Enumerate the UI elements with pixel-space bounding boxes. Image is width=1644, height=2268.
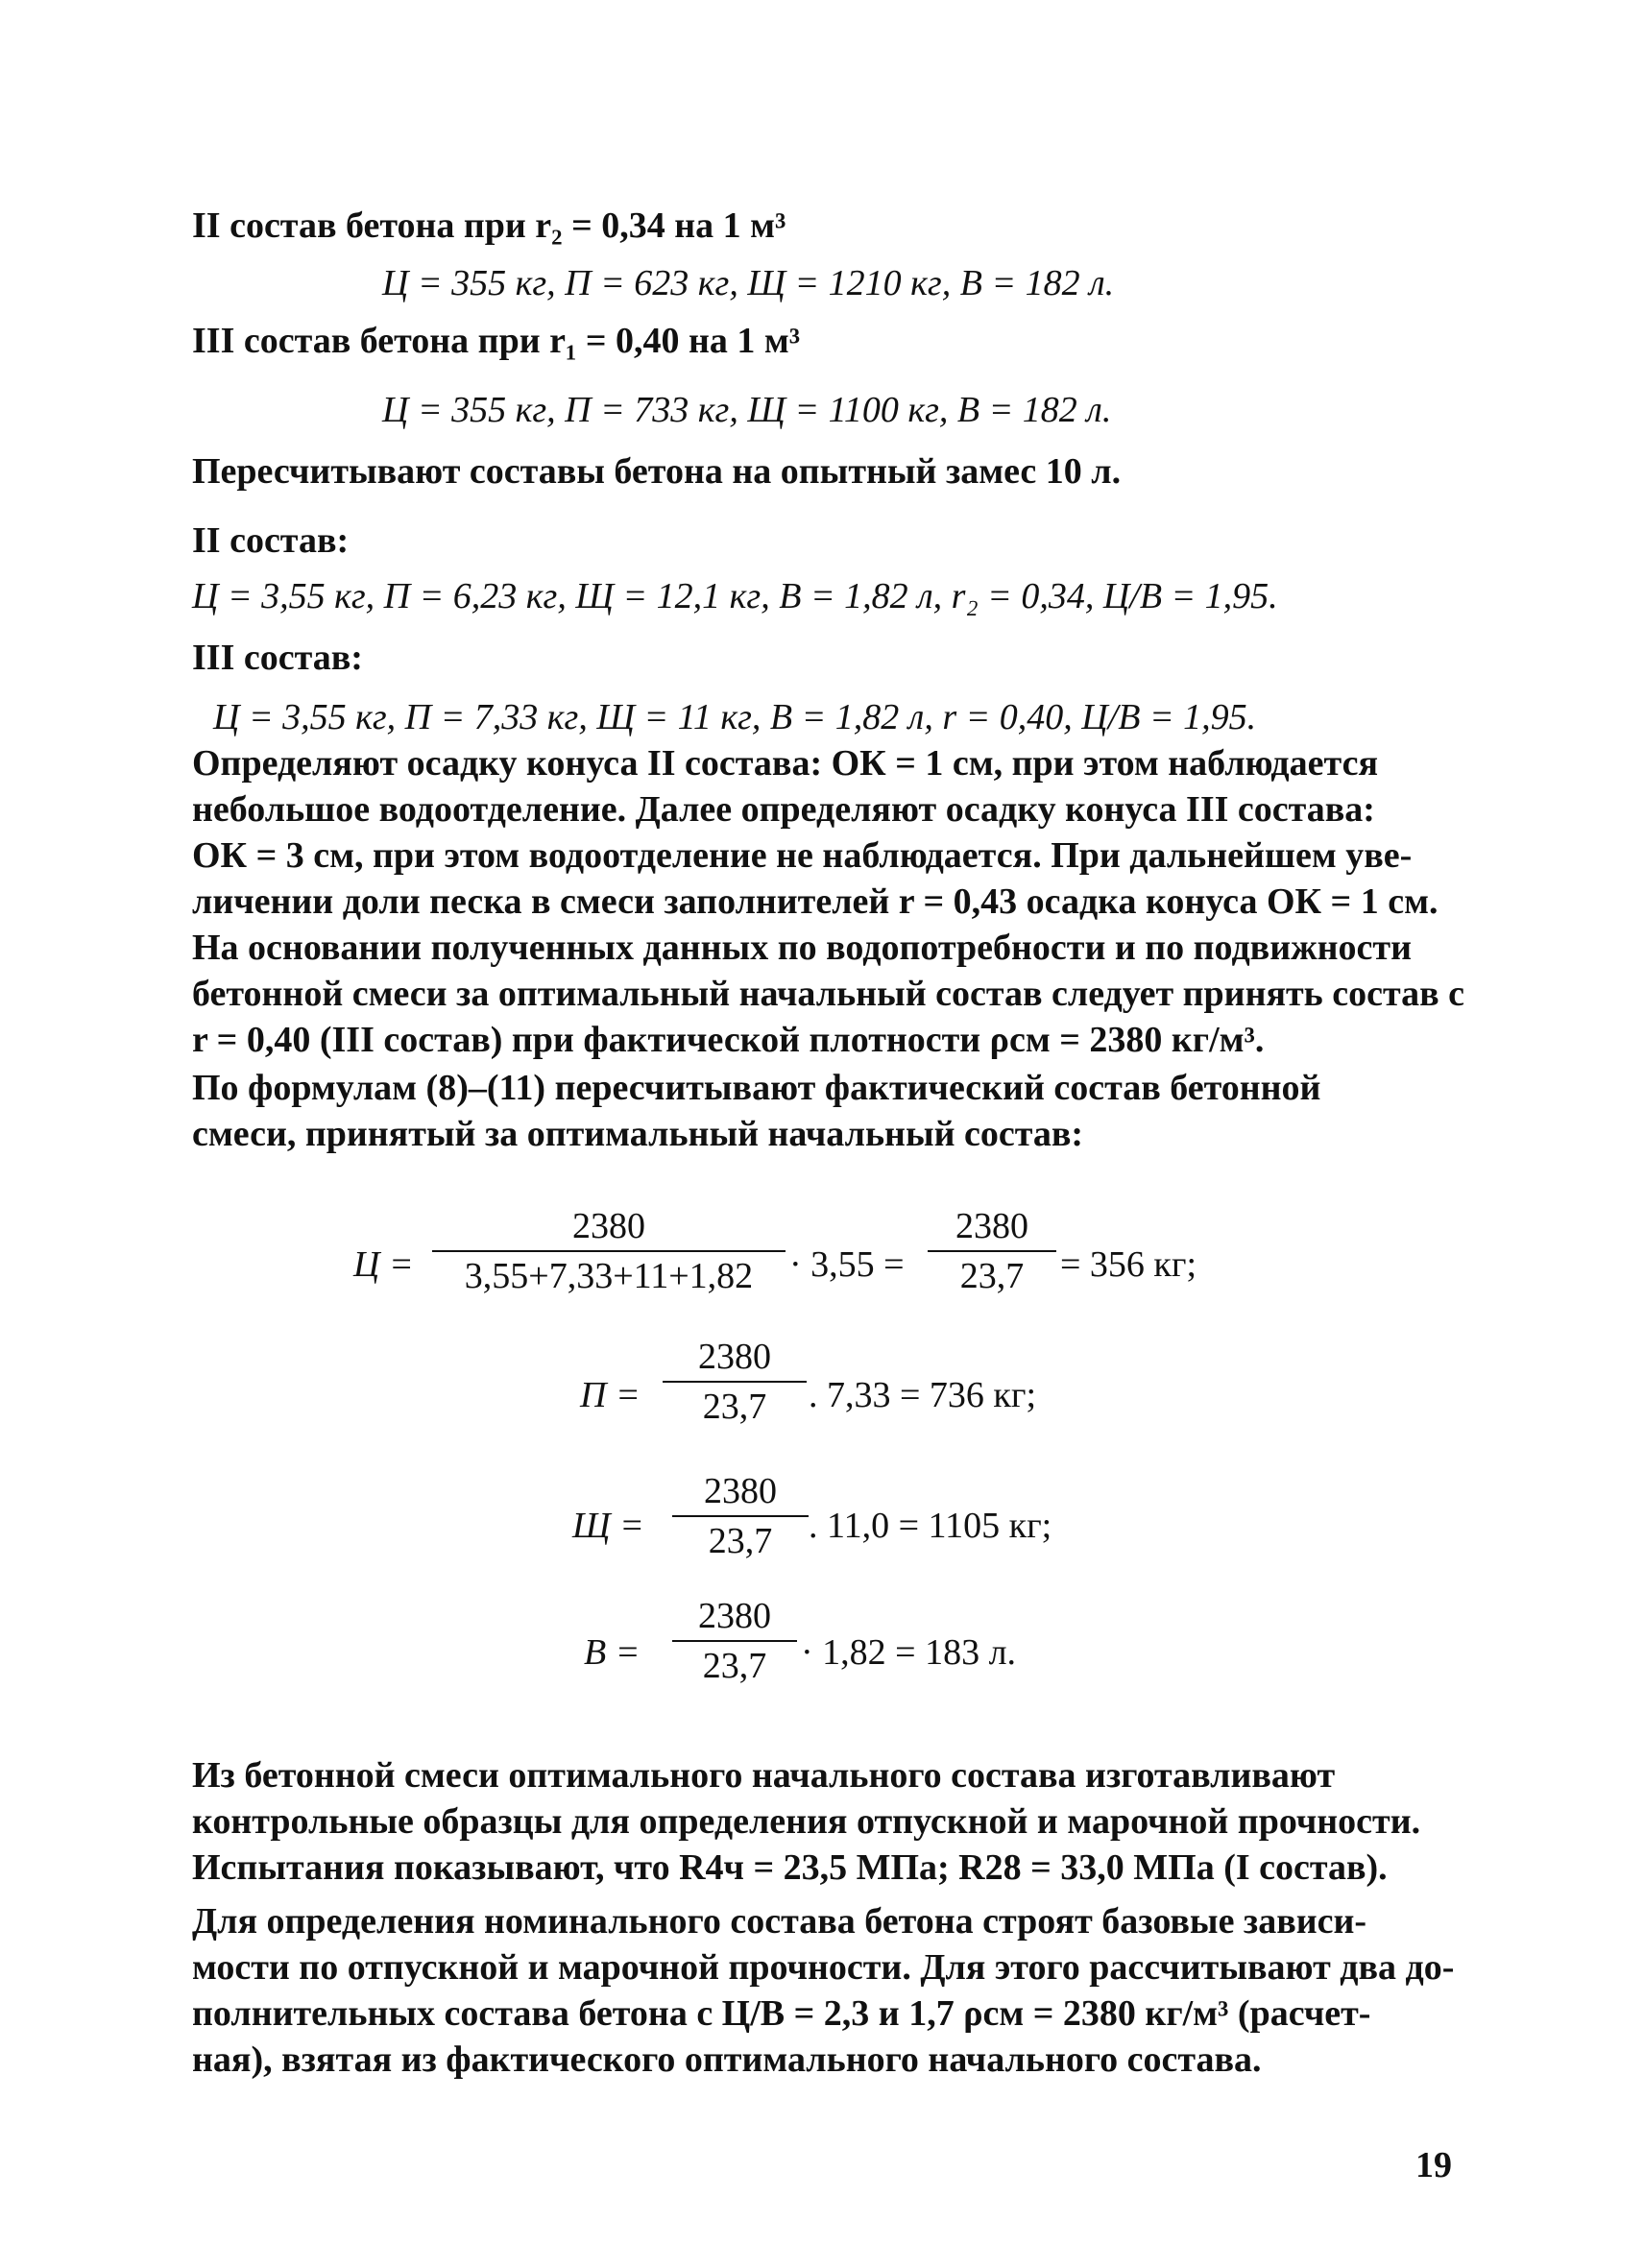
para4-line1: Для определения номинального состава бетона строят базовые зависи- bbox=[192, 1901, 1367, 1942]
fraction-bar bbox=[432, 1250, 786, 1252]
formula-cement-fraction1 bbox=[432, 1204, 786, 1298]
para4-line3: полнительных состава бетона с Ц/В = 2,3 и 1,7 ρсм = 2380 кг/м³ (расчет- bbox=[192, 1993, 1371, 2034]
formula-sand-rhs: . 7,33 = 736 кг; bbox=[809, 1375, 1037, 1415]
fraction-bar bbox=[672, 1640, 797, 1642]
para1-line6: бетонной смеси за оптимальный начальный состав следует принять состав с bbox=[192, 974, 1465, 1014]
formula-cement-num1: 2380 bbox=[572, 1206, 645, 1246]
para1-line7: r = 0,40 (III состав) при фактической плотности ρсм = 2380 кг/м³. bbox=[192, 1020, 1265, 1060]
formula-gravel-lhs: Щ = bbox=[572, 1506, 644, 1546]
formula-cement-mid: · 3,55 = bbox=[789, 1244, 905, 1285]
para2-line2: смеси, принятый за оптимальный начальный состав: bbox=[192, 1114, 1084, 1154]
para3-line1: Из бетонной смеси оптимального начального состава изготавливают bbox=[192, 1755, 1336, 1796]
formula-gravel-den: 23,7 bbox=[708, 1521, 773, 1561]
formula-water-num: 2380 bbox=[698, 1596, 771, 1636]
para1-line1: Определяют осадку конуса II состава: ОК = 1 см, при этом наблюдается bbox=[192, 743, 1379, 784]
para1-line2: небольшое водоотделение. Далее определяют осадку конуса III состава: bbox=[192, 789, 1375, 830]
formula-sand-den: 23,7 bbox=[702, 1387, 767, 1427]
para1-line4: личении доли песка в смеси заполнителей r = 0,43 осадка конуса ОК = 1 см. bbox=[192, 881, 1438, 922]
para4-line4: ная), взятая из фактического оптимального начального состава. bbox=[192, 2039, 1262, 2080]
para3-line3: Испытания показывают, что R4ч = 23,5 МПа; R28 = 33,0 МПа (I состав). bbox=[192, 1847, 1388, 1888]
formula-gravel-fraction bbox=[672, 1469, 809, 1563]
formula-gravel-num: 2380 bbox=[704, 1471, 777, 1511]
composition-2-values: Ц = 355 кг, П = 623 кг, Щ = 1210 кг, В = 182 л. bbox=[382, 263, 1115, 303]
trial-3-values: Ц = 3,55 кг, П = 7,33 кг, Щ = 11 кг, В = 1,82 л, r = 0,40, Ц/В = 1,95. bbox=[213, 697, 1257, 737]
trial-3-heading: III состав: bbox=[192, 638, 363, 678]
formula-water-rhs: · 1,82 = 183 л. bbox=[801, 1632, 1017, 1673]
composition-2-heading: II состав бетона при r₂ = 0,34 на 1 м³ bbox=[192, 205, 786, 246]
fraction-bar bbox=[663, 1381, 807, 1383]
formula-cement-fraction2 bbox=[928, 1204, 1056, 1298]
formula-sand-num: 2380 bbox=[698, 1337, 771, 1377]
formula-sand-lhs: П = bbox=[580, 1375, 641, 1415]
recalc-sentence: Пересчитывают составы бетона на опытный замес 10 л. bbox=[192, 451, 1122, 492]
page-number: 19 bbox=[1415, 2145, 1452, 2185]
composition-3-values: Ц = 355 кг, П = 733 кг, Щ = 1100 кг, В = 182 л. bbox=[382, 390, 1112, 430]
formula-water-fraction bbox=[672, 1594, 797, 1688]
formula-cement-lhs: Ц = bbox=[353, 1244, 414, 1285]
formula-gravel-rhs: . 11,0 = 1105 кг; bbox=[809, 1506, 1052, 1546]
para4-line2: мости по отпускной и марочной прочности. Для этого рассчитывают два до- bbox=[192, 1947, 1455, 1988]
formula-sand-fraction bbox=[663, 1335, 807, 1429]
formula-water-den: 23,7 bbox=[702, 1646, 767, 1686]
trial-2-values: Ц = 3,55 кг, П = 6,23 кг, Щ = 12,1 кг, В = 1,82 л, r₂ = 0,34, Ц/В = 1,95. bbox=[192, 576, 1278, 616]
para2-line1: По формулам (8)–(11) пересчитывают фактический состав бетонной bbox=[192, 1068, 1321, 1108]
formula-cement-den2: 23,7 bbox=[959, 1256, 1025, 1296]
composition-3-heading: III состав бетона при r₁ = 0,40 на 1 м³ bbox=[192, 321, 801, 361]
trial-2-heading: II состав: bbox=[192, 520, 350, 561]
formula-water-lhs: В = bbox=[584, 1632, 641, 1673]
para3-line2: контрольные образцы для определения отпускной и марочной прочности. bbox=[192, 1801, 1421, 1842]
para1-line5: На основании полученных данных по водопотребности и по подвижности bbox=[192, 928, 1412, 968]
fraction-bar bbox=[928, 1250, 1056, 1252]
para1-line3: ОК = 3 см, при этом водоотделение не наблюдается. При дальнейшем уве- bbox=[192, 835, 1413, 876]
formula-cement-num2: 2380 bbox=[955, 1206, 1028, 1246]
formula-cement-den1: 3,55+7,33+11+1,82 bbox=[464, 1256, 754, 1296]
formula-cement-rhs: = 356 кг; bbox=[1060, 1244, 1197, 1285]
fraction-bar bbox=[672, 1515, 809, 1517]
